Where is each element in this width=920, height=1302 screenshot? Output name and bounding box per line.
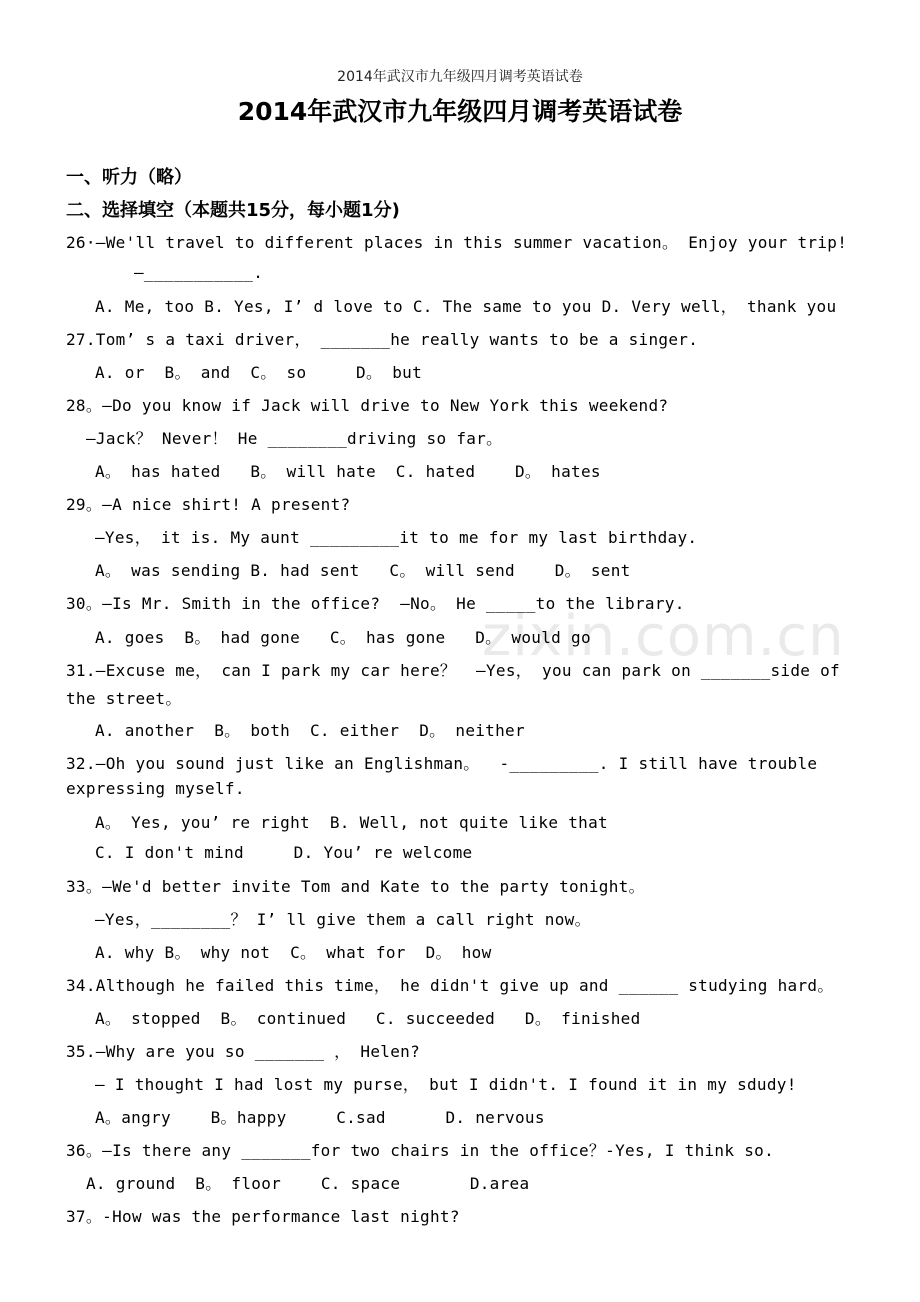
question-26: 26·—We'll travel to different places in this summer vacation。 Enjoy your trip!: [66, 233, 848, 252]
watermark: zixin.com.cn: [482, 604, 845, 669]
question-32: 32.—Oh you sound just like an Englishman。 -_________. I still have trouble: [66, 754, 818, 773]
question-31-continued: the street。: [66, 689, 182, 708]
question-35-options: A。angry B。happy C.sad D. nervous: [95, 1108, 545, 1127]
question-30-options: A. goes B。 had gone C。 has gone D。 would go: [95, 628, 591, 647]
running-header: 2014年武汉市九年级四月调考英语试卷: [337, 69, 583, 85]
question-28-options: A。 has hated B。 will hate C. hated D。 hates: [95, 462, 601, 481]
question-28: 28。—Do you know if Jack will drive to New York this weekend?: [66, 396, 669, 415]
question-29-options: A。 was sending B. had sent C。 will send D。 sent: [95, 561, 631, 580]
question-32-options-cd: C. I don't mind D. You’ re welcome: [95, 843, 473, 862]
section-listening-heading: 一、听力（略）: [66, 167, 192, 188]
question-32-options-ab: A。 Yes, you’ re right B. Well, not quite like that: [95, 813, 608, 832]
question-26-options: A. Me, too B. Yes, I’ d love to C. The same to you D. Very well， thank you: [95, 297, 837, 316]
question-34: 34.Although he failed this time， he didn't give up and ______ studying hard。: [66, 976, 834, 995]
question-29-reply: —Yes， it is. My aunt _________it to me for my last birthday.: [95, 528, 698, 547]
question-26-reply: —___________.: [134, 263, 264, 282]
question-36-options: A. ground B。 floor C. space D.area: [86, 1174, 530, 1193]
question-29: 29。—A nice shirt! A present?: [66, 495, 351, 514]
question-27: 27.Tom’ s a taxi driver， _______he really wants to be a singer.: [66, 330, 699, 349]
question-27-options: A. or B。 and C。 so D。 but: [95, 363, 423, 382]
question-36: 36。—Is there any _______for two chairs in the office？-Yes, I think so.: [66, 1141, 775, 1160]
question-35: 35.—Why are you so _______ ， Helen?: [66, 1042, 421, 1061]
question-33-reply: —Yes，________？ I’ ll give them a call right now。: [95, 910, 591, 929]
question-28-reply: —Jack？ Never！ He ________driving so far。: [86, 429, 503, 448]
question-31: 31.—Excuse me， can I park my car here？ —Yes， you can park on _______side of: [66, 661, 840, 680]
question-32-continued: expressing myself.: [66, 779, 245, 798]
page-title: 2014年武汉市九年级四月调考英语试卷: [237, 97, 683, 126]
question-33: 33。—We'd better invite Tom and Kate to the party tonight。: [66, 877, 645, 896]
question-33-options: A. why B。 why not C。 what for D。 how: [95, 943, 492, 962]
question-37: 37。-How was the performance last night?: [66, 1207, 460, 1226]
question-35-reply: — I thought I had lost my purse， but I didn't. I found it in my sdudy!: [95, 1075, 797, 1094]
question-31-options: A. another B。 both C. either D。 neither: [95, 721, 525, 740]
section-multiple-choice-heading: 二、选择填空（本题共15分，每小题1分): [66, 200, 400, 221]
question-34-options: A。 stopped B。 continued C. succeeded D。 finished: [95, 1009, 641, 1028]
question-30: 30。—Is Mr. Smith in the office? —No。 He _____to the library.: [66, 594, 685, 613]
